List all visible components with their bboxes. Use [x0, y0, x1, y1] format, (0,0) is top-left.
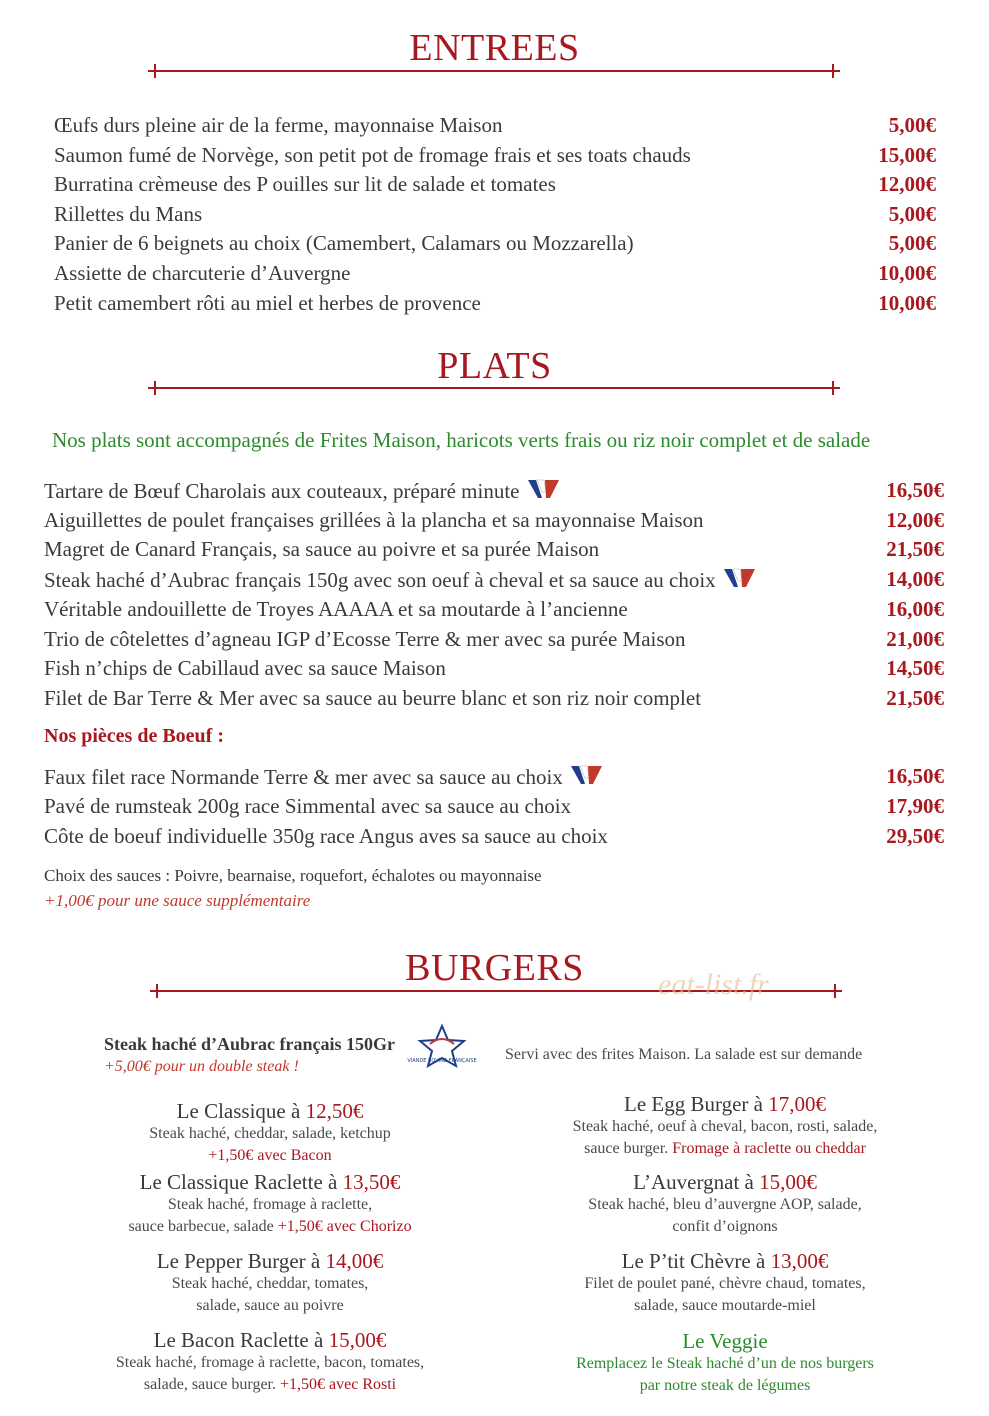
burger-title	[70, 1099, 470, 1123]
burger-desc-line1: Steak haché, cheddar, tomates,	[171, 1275, 369, 1292]
burger-item	[70, 1170, 470, 1238]
menu-item-price: 21,50€	[886, 537, 944, 562]
menu-item-name	[54, 231, 634, 255]
menu-item-name	[44, 686, 701, 710]
menu-item-price: 14,00€	[886, 567, 944, 592]
menu-item-name	[44, 537, 599, 561]
burger-title	[70, 1249, 470, 1273]
menu-item-price: 16,50€	[886, 764, 944, 788]
burger-desc-line1: Filet de poulet pané, chèvre chaud, tomates,	[584, 1275, 866, 1292]
menu-item-price: 5,00€	[888, 113, 936, 137]
menu-item-name-text: Véritable andouillette de Troyes AAAAA et sa moutarde à l’ancienne	[44, 596, 628, 621]
menu-item-name	[44, 478, 560, 505]
menu-item-name	[54, 291, 481, 315]
burger-desc2: sauce burger.	[584, 1140, 673, 1157]
burger-price: 12,50€	[305, 1099, 364, 1123]
menu-item-name	[44, 627, 686, 651]
burger-item	[70, 1328, 470, 1396]
burger-desc2: confit d’oignons	[672, 1218, 778, 1235]
entrees-title: ENTREES	[409, 27, 580, 69]
entrees-divider	[148, 70, 840, 72]
burgers-title: BURGERS	[405, 947, 584, 989]
veggie-burger-desc2: par notre steak de légumes	[639, 1377, 811, 1394]
menu-item-name	[44, 656, 446, 680]
burger-desc-line2	[520, 1216, 930, 1238]
steak-info: Steak haché d’Aubrac français 150Gr	[104, 1034, 395, 1054]
burger-desc-line1: Steak haché, fromage à raclette, bacon, tomates,	[115, 1354, 425, 1371]
served-note: Servi avec des frites Maison. La salade est sur demande	[505, 1046, 863, 1063]
menu-item-name-text: Faux filet race Normande Terre & mer avec sa sauce au choix	[44, 765, 563, 789]
burger-price: 17,00€	[768, 1092, 826, 1116]
burger-title	[520, 1249, 930, 1273]
veggie-burger	[520, 1329, 930, 1397]
burger-desc-line1: Steak haché, fromage à raclette,	[167, 1196, 373, 1213]
burger-item	[520, 1249, 930, 1317]
burger-price: 15,00€	[328, 1328, 387, 1352]
plats-divider	[148, 387, 840, 389]
burger-price: 13,00€	[770, 1249, 829, 1273]
menu-item-price: 12,00€	[878, 172, 936, 197]
plats-note: Nos plats sont accompagnés de Frites Maison, haricots verts frais ou riz noir complet et de salade	[52, 428, 871, 452]
french-beef-flag-icon	[569, 764, 603, 791]
menu-item-price: 29,50€	[886, 824, 944, 848]
menu-item-name	[54, 202, 202, 226]
menu-item-name	[44, 794, 571, 818]
burger-desc-line1: Steak haché, cheddar, salade, ketchup	[149, 1125, 391, 1142]
menu-item-name	[44, 567, 756, 594]
burger-item	[70, 1249, 470, 1317]
menu-item-name-text: Œufs durs pleine air de la ferme, mayonnaise Maison	[54, 113, 503, 137]
menu-item-name-text: Petit camembert rôti au miel et herbes de provence	[54, 290, 481, 315]
veggie-burger-name: Le Veggie	[682, 1329, 768, 1353]
watermark-text: eat-list.fr	[658, 968, 769, 1001]
burger-name: Le Bacon Raclette à	[153, 1328, 329, 1352]
menu-item-price: 10,00€	[878, 290, 936, 315]
burger-desc-line1: Steak haché, oeuf à cheval, bacon, rosti, salade,	[572, 1118, 878, 1135]
menu-item-name-text: Tartare de Bœuf Charolais aux couteaux, préparé minute	[44, 479, 520, 503]
menu-item-price: 15,00€	[878, 142, 936, 167]
menu-item-price: 21,50€	[886, 685, 944, 710]
burger-title	[70, 1170, 470, 1194]
burger-desc2: salade, sauce moutarde-miel	[634, 1297, 816, 1314]
burger-desc2: salade, sauce au poivre	[196, 1297, 344, 1314]
burger-name: Le Classique à	[176, 1099, 306, 1123]
burger-name: Le Classique Raclette à	[139, 1170, 343, 1194]
burger-desc2: sauce barbecue, salade	[128, 1218, 278, 1235]
burger-extra: +1,50€ avec Rosti	[279, 1376, 397, 1393]
menu-item-name-text: Rillettes du Mans	[54, 201, 203, 226]
menu-item-name-text: Pavé de rumsteak 200g race Simmental avec sa sauce au choix	[44, 794, 572, 818]
menu-item-price: 10,00€	[878, 261, 936, 285]
burger-desc-line1: Steak haché, bleu d’auvergne AOP, salade,	[588, 1196, 862, 1213]
burger-name: L’Auvergnat à	[633, 1170, 760, 1194]
badge-text: VIANDE BOVINE FRANÇAISE	[407, 1058, 477, 1064]
menu-item-name-text: Steak haché d’Aubrac français 150g avec son oeuf à cheval et sa sauce au choix	[44, 568, 716, 593]
menu-item-name	[44, 597, 628, 621]
burger-price: 15,00€	[759, 1170, 817, 1194]
menu-item-name	[54, 261, 350, 285]
burger-desc-line2	[70, 1216, 470, 1238]
menu-item-name-text: Assiette de charcuterie d’Auvergne	[54, 261, 351, 285]
menu-item-name-text: Trio de côtelettes d’agneau IGP d’Ecosse Terre & mer avec sa purée Maison	[44, 626, 686, 651]
menu-item-price: 12,00€	[886, 507, 944, 532]
menu-item-price: 17,90€	[886, 794, 944, 818]
menu-item-name-text: Filet de Bar Terre & Mer avec sa sauce au beurre blanc et son riz noir complet	[44, 685, 702, 710]
burger-title	[520, 1170, 930, 1194]
burger-price: 13,50€	[342, 1170, 401, 1194]
viande-bovine-francaise-badge-icon	[407, 1024, 477, 1076]
burger-item	[70, 1099, 470, 1167]
burger-extra: +1,50€ avec Chorizo	[277, 1218, 412, 1235]
burger-name: Le Egg Burger à	[624, 1092, 769, 1116]
burger-desc-line2	[520, 1295, 930, 1317]
french-beef-flag-icon	[722, 567, 756, 594]
beef-heading: Nos pièces de Boeuf :	[44, 725, 224, 747]
veggie-burger-desc1: Remplacez le Steak haché d’un de nos burgers	[576, 1355, 874, 1372]
burger-title	[70, 1328, 470, 1352]
burger-name: Le Pepper Burger à	[156, 1249, 326, 1273]
menu-item-price: 16,00€	[886, 596, 944, 621]
burger-extra: Fromage à raclette ou cheddar	[672, 1140, 866, 1157]
menu-item-price: 21,00€	[886, 626, 944, 651]
menu-item-name	[44, 764, 603, 791]
menu-item-name-text: Aiguillettes de poulet françaises grillées à la plancha et sa mayonnaise Maison	[44, 507, 704, 532]
sauces-text: Choix des sauces : Poivre, bearnaise, roquefort, échalotes ou mayonnaise	[44, 866, 542, 885]
burger-desc-line2	[520, 1138, 930, 1160]
menu-item-name-text: Burratina crèmeuse des P ouilles sur lit de salade et tomates	[54, 172, 556, 197]
burger-item	[520, 1170, 930, 1238]
menu-item-price: 16,50€	[886, 478, 944, 502]
menu-item-price: 14,50€	[886, 656, 944, 681]
double-steak-text: +5,00€ pour un double steak !	[104, 1058, 299, 1075]
menu-item-name	[54, 172, 556, 196]
menu-item-name	[54, 113, 502, 137]
sauce-extra-text: +1,00€ pour une sauce supplémentaire	[44, 891, 311, 910]
menu-item-price: 5,00€	[888, 231, 936, 256]
burger-desc2: salade, sauce burger.	[143, 1376, 280, 1393]
burger-item	[520, 1092, 930, 1160]
menu-item-price: 5,00€	[888, 201, 936, 226]
menu-item-name-text: Fish n’chips de Cabillaud avec sa sauce Maison	[44, 656, 446, 681]
menu-item-name-text: Panier de 6 beignets au choix (Camembert, Calamars ou Mozzarella)	[54, 231, 634, 256]
french-beef-flag-icon	[526, 478, 560, 505]
burger-name: Le P’tit Chèvre à	[621, 1249, 771, 1273]
burger-desc-line2	[70, 1374, 470, 1396]
menu-item-name	[44, 508, 704, 532]
plats-title: PLATS	[437, 345, 552, 387]
menu-item-name-text: Côte de boeuf individuelle 350g race Angus aves sa sauce au choix	[44, 824, 608, 848]
burger-desc-line2	[70, 1145, 470, 1167]
menu-item-name-text: Saumon fumé de Norvège, son petit pot de fromage frais et ses toats chauds	[54, 142, 691, 167]
menu-item-name	[54, 143, 691, 167]
burger-price: 14,00€	[325, 1249, 384, 1273]
menu-item-name-text: Magret de Canard Français, sa sauce au poivre et sa purée Maison	[44, 537, 600, 562]
burger-extra: +1,50€ avec Bacon	[208, 1147, 332, 1164]
burger-title	[520, 1092, 930, 1116]
menu-item-name	[44, 824, 608, 848]
burger-desc-line2	[70, 1295, 470, 1317]
